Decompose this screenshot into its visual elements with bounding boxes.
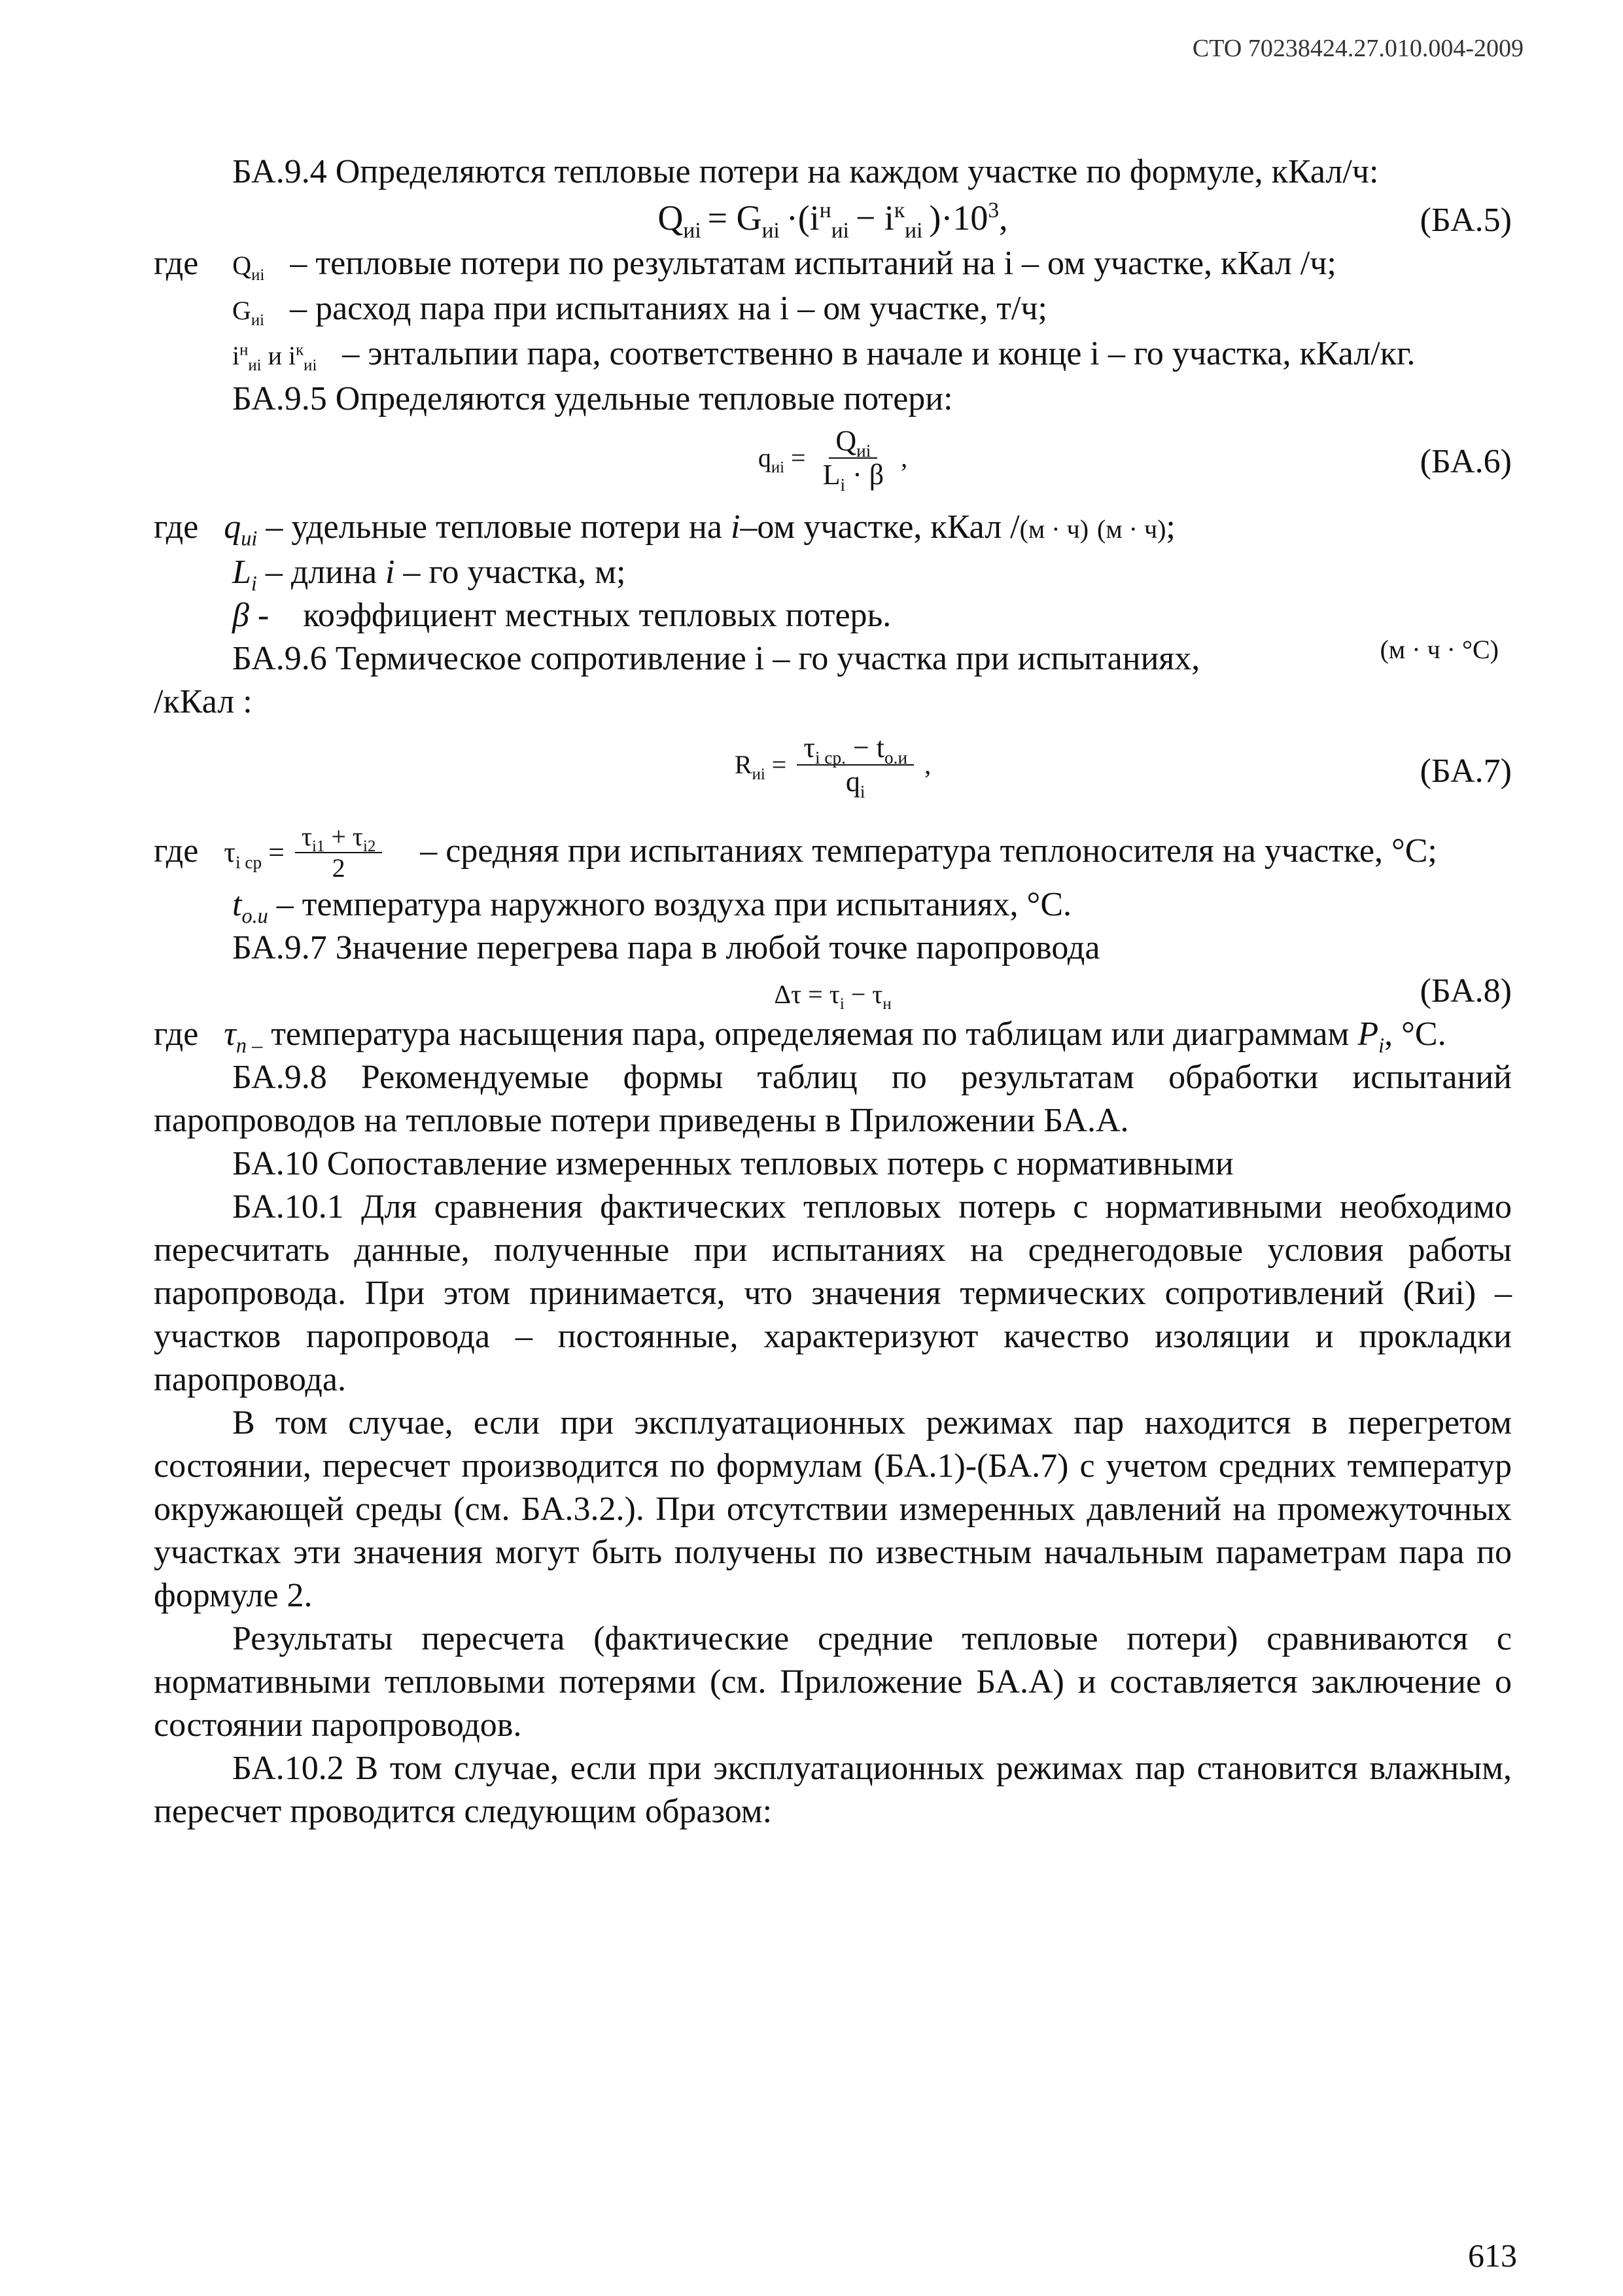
- unit-thermal-resistance: (м · ч · °С): [1380, 635, 1499, 664]
- equation-ba-7: [154, 724, 1512, 822]
- section-ba-9-6-unit-tail: /кКал :: [154, 683, 253, 720]
- document-code: СТО 70238424.27.010.004-2009: [1192, 35, 1524, 62]
- section-ba-10-1: БА.10.1 Для сравнения фактических тепловых потерь с нормативными необходимо пересчитать данные, полученные при испытаниях на среднегодовые условия работы паропровода. При этом принимается, что значения термических сопротивлений (Rиi) – участков паропровода – постоянные, характеризуют качество изоляции и прокладки паропровода.: [154, 1188, 1512, 1398]
- where-q-specific: где $q_{иi}$ – удельные тепловые потери на i–ом участке, кКал /(м · ч) (м · ч);: [154, 508, 1176, 550]
- section-ba-10-2: БА.10.2 В том случае, если при эксплуатационных режимах пар становится влажным, пересчет проводится следующим образом:: [154, 1750, 1512, 1830]
- formula-ba-8: $\Delta\tau = \tau_i - \tau_н$: [774, 980, 892, 1013]
- section-ba-9-8: БА.9.8 Рекомендуемые формы таблиц по результатам обработки испытаний паропроводов на тепловые потери приведены в Приложении БА.А.: [154, 1059, 1512, 1139]
- equation-ba-6: [154, 421, 1512, 506]
- section-ba-10-1-para-3: Результаты пересчета (фактические средние тепловые потери) сравниваются с нормативными тепловыми потерями (см. Приложение БА.А) и составляется заключение о состоянии паропроводов.: [154, 1620, 1512, 1744]
- section-ba-9-4: БА.9.4 Определяются тепловые потери на каждом участке по формуле, кКал/ч:: [232, 153, 1379, 190]
- formula-ba-6: $q_{иi}$ = $\frac{Q_{иi}}{L_i \cdot \beta}$ ,: [758, 425, 908, 495]
- where-i: $i^н_{иi}$ и $i^к_{иi}$ – энтальпии пара, соответственно в начале и конце i – го участка, кКал/кг.: [232, 335, 1416, 374]
- equation-number-ba-8: (БА.8): [1420, 972, 1512, 1010]
- section-ba-9-5: БА.9.5 Определяются удельные тепловые потери:: [232, 380, 953, 417]
- equation-number-ba-6: (БА.6): [1420, 443, 1512, 480]
- section-ba-10-1-para-2: В том случае, если при эксплуатационных режимах пар находится в перегретом состоянии, пересчет производится по формулам (БА.1)-(БА.7) с учетом средних температур окружающей среды (см. БА.3.2.). При отсутствии измеренных давлений на промежуточных участках эти значения могут быть получены по известным начальным параметрам пара по формуле 2.: [154, 1404, 1512, 1614]
- where-beta: β - коэффициент местных тепловых потерь.: [232, 597, 892, 634]
- equation-ba-5: [154, 194, 1512, 242]
- where-tau-avg: где $\tau_{i ср}$ = $\frac{\tau_{i1} + \tau_{i2}}{2}$ – средняя при испытаниях температура теплоносителя на участке, °С;: [154, 822, 1437, 883]
- page-number: 613: [1468, 2237, 1517, 2274]
- equation-number-ba-5: (БА.5): [1420, 202, 1512, 239]
- formula-ba-7: $R_{иi}$ = $\frac{\tau_{i ср.} - t_{о.и}}{q_i}$ ,: [734, 732, 932, 802]
- section-ba-9-6: БА.9.6 Термическое сопротивление i – го участка при испытаниях, (м · ч · °С): [154, 637, 1512, 680]
- formula-ba-5: $Q_{иi}$ = $G_{иi}$ $\cdot(i^н_{иi}$ − $i^к_{иi}$ )$\cdot 10^3$,: [657, 198, 1008, 243]
- where-q: где $Q_{иi}$ – тепловые потери по результатам испытаний на i – ом участке, кКал /ч;: [154, 245, 1336, 284]
- equation-ba-8: [154, 970, 1512, 1013]
- where-tau-n: где $\tau_{n -}$ температура насыщения пара, определяемая по таблицам или диаграммам $P_i$, °С.: [154, 1016, 1446, 1057]
- equation-number-ba-7: (БА.7): [1420, 752, 1512, 790]
- where-g: $G_{иi}$ – расход пара при испытаниях на i – ом участке, т/ч;: [232, 290, 1047, 329]
- page-content: [154, 150, 1512, 1833]
- where-l: $L_i$ – длина i – го участка, м;: [232, 554, 626, 595]
- section-ba-9-7: БА.9.7 Значение перегрева пара в любой точке паропровода: [232, 929, 1100, 966]
- section-ba-10: БА.10 Сопоставление измеренных тепловых потерь с нормативными: [232, 1145, 1234, 1182]
- where-t-outside: $t_{о.и}$ – температура наружного воздуха при испытаниях, °С.: [232, 886, 1072, 928]
